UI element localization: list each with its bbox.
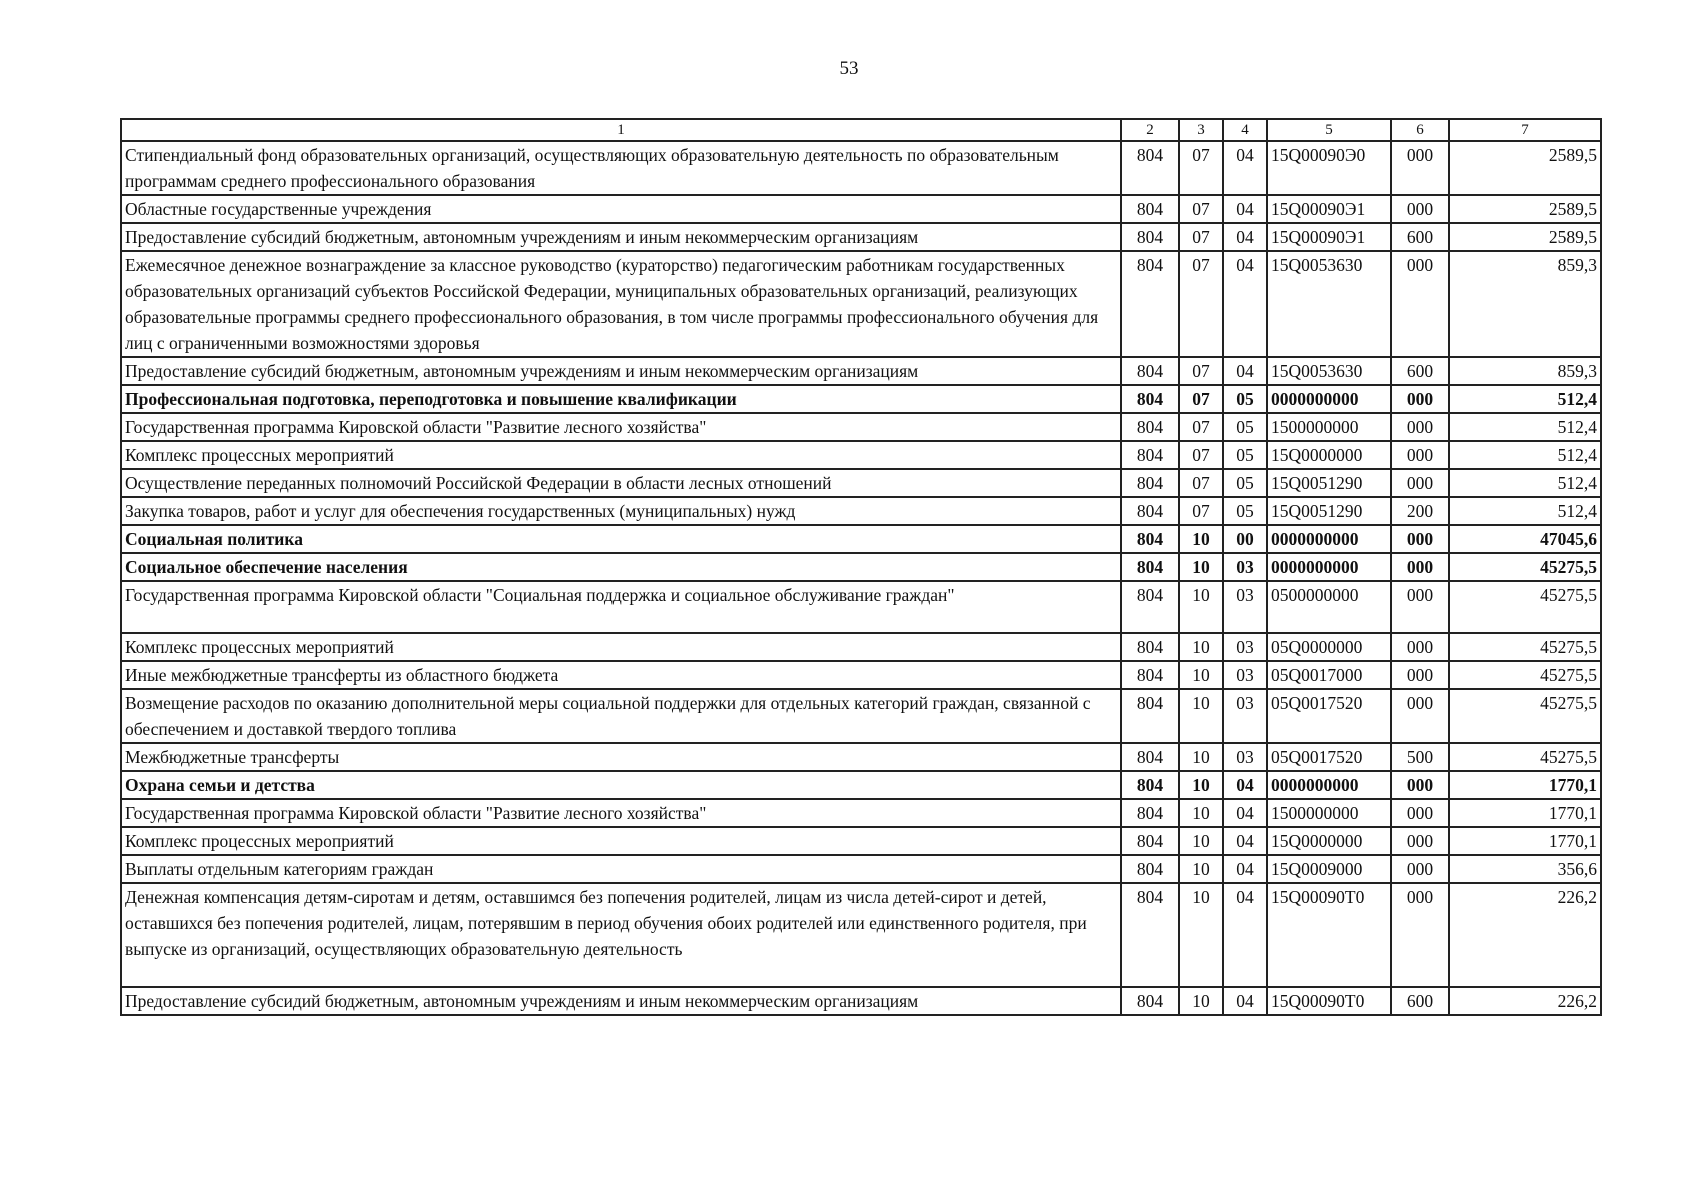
amount-cell: 45275,5	[1449, 553, 1601, 581]
section-code-cell: 10	[1179, 581, 1223, 633]
expense-type-cell: 000	[1391, 441, 1449, 469]
section-code-cell: 07	[1179, 385, 1223, 413]
target-article-cell: 15Q00090T0	[1267, 987, 1391, 1015]
ministry-code-cell: 804	[1121, 441, 1179, 469]
ministry-code-cell: 804	[1121, 883, 1179, 987]
target-article-cell: 15Q00090T0	[1267, 883, 1391, 987]
row-name-cell: Возмещение расходов по оказанию дополнительной меры социальной поддержки для отдельных категорий граждан, связанной с обеспечением и доставкой твердого топлива	[121, 689, 1121, 743]
ministry-code-cell: 804	[1121, 633, 1179, 661]
ministry-code-cell: 804	[1121, 251, 1179, 357]
row-name-cell: Профессиональная подготовка, переподготовка и повышение квалификации	[121, 385, 1121, 413]
table-row	[121, 413, 1601, 441]
row-name-cell: Социальная политика	[121, 525, 1121, 553]
subsection-code-cell: 04	[1223, 357, 1267, 385]
column-header: 2	[1121, 119, 1179, 141]
table-row	[121, 385, 1601, 413]
subsection-code-cell: 03	[1223, 581, 1267, 633]
ministry-code-cell: 804	[1121, 799, 1179, 827]
target-article-cell: 1500000000	[1267, 799, 1391, 827]
amount-cell: 859,3	[1449, 357, 1601, 385]
ministry-code-cell: 804	[1121, 223, 1179, 251]
target-article-cell: 1500000000	[1267, 413, 1391, 441]
subsection-code-cell: 05	[1223, 469, 1267, 497]
section-code-cell: 10	[1179, 799, 1223, 827]
table-row	[121, 251, 1601, 357]
section-code-cell: 10	[1179, 661, 1223, 689]
expense-type-cell: 000	[1391, 141, 1449, 195]
row-name-cell: Выплаты отдельным категориям граждан	[121, 855, 1121, 883]
column-header: 4	[1223, 119, 1267, 141]
subsection-code-cell: 04	[1223, 827, 1267, 855]
target-article-cell: 15Q00090Э0	[1267, 141, 1391, 195]
row-name-cell: Комплекс процессных мероприятий	[121, 827, 1121, 855]
table-row	[121, 799, 1601, 827]
table-row	[121, 581, 1601, 633]
ministry-code-cell: 804	[1121, 987, 1179, 1015]
expense-type-cell: 000	[1391, 661, 1449, 689]
ministry-code-cell: 804	[1121, 771, 1179, 799]
row-name-cell: Денежная компенсация детям-сиротам и детям, оставшимся без попечения родителей, лицам из числа детей-сирот и детей, оставшихся без попечения родителей, лицам, потерявшим в период обучения обоих родителей или единственного родителя, при выпуске из организаций, осуществляющих образовательную деятельность	[121, 883, 1121, 987]
amount-cell: 512,4	[1449, 469, 1601, 497]
section-code-cell: 10	[1179, 743, 1223, 771]
target-article-cell: 05Q0017000	[1267, 661, 1391, 689]
table-row	[121, 357, 1601, 385]
section-code-cell: 10	[1179, 525, 1223, 553]
subsection-code-cell: 05	[1223, 413, 1267, 441]
section-code-cell: 10	[1179, 827, 1223, 855]
amount-cell: 1770,1	[1449, 827, 1601, 855]
target-article-cell: 15Q0053630	[1267, 357, 1391, 385]
subsection-code-cell: 04	[1223, 799, 1267, 827]
section-code-cell: 07	[1179, 357, 1223, 385]
subsection-code-cell: 04	[1223, 987, 1267, 1015]
expense-type-cell: 000	[1391, 251, 1449, 357]
section-code-cell: 10	[1179, 633, 1223, 661]
table-row	[121, 195, 1601, 223]
row-name-cell: Социальное обеспечение населения	[121, 553, 1121, 581]
section-code-cell: 07	[1179, 497, 1223, 525]
subsection-code-cell: 04	[1223, 141, 1267, 195]
section-code-cell: 07	[1179, 223, 1223, 251]
table-row	[121, 141, 1601, 195]
table-row	[121, 553, 1601, 581]
table-row	[121, 525, 1601, 553]
expense-type-cell: 000	[1391, 771, 1449, 799]
expense-type-cell: 000	[1391, 195, 1449, 223]
expense-type-cell: 000	[1391, 855, 1449, 883]
amount-cell: 226,2	[1449, 987, 1601, 1015]
section-code-cell: 10	[1179, 553, 1223, 581]
target-article-cell: 05Q0017520	[1267, 743, 1391, 771]
table-row	[121, 743, 1601, 771]
table-row	[121, 771, 1601, 799]
ministry-code-cell: 804	[1121, 357, 1179, 385]
target-article-cell: 15Q0051290	[1267, 497, 1391, 525]
target-article-cell: 15Q0000000	[1267, 441, 1391, 469]
target-article-cell: 15Q0000000	[1267, 827, 1391, 855]
ministry-code-cell: 804	[1121, 581, 1179, 633]
subsection-code-cell: 00	[1223, 525, 1267, 553]
expense-type-cell: 000	[1391, 633, 1449, 661]
row-name-cell: Предоставление субсидий бюджетным, автономным учреждениям и иным некоммерческим организациям	[121, 357, 1121, 385]
row-name-cell: Предоставление субсидий бюджетным, автономным учреждениям и иным некоммерческим организациям	[121, 223, 1121, 251]
expense-type-cell: 000	[1391, 525, 1449, 553]
section-code-cell: 07	[1179, 469, 1223, 497]
amount-cell: 45275,5	[1449, 689, 1601, 743]
table-row	[121, 987, 1601, 1015]
row-name-cell: Областные государственные учреждения	[121, 195, 1121, 223]
expense-type-cell: 600	[1391, 357, 1449, 385]
table-row	[121, 689, 1601, 743]
table-row	[121, 223, 1601, 251]
row-name-cell: Предоставление субсидий бюджетным, автономным учреждениям и иным некоммерческим организациям	[121, 987, 1121, 1015]
amount-cell: 47045,6	[1449, 525, 1601, 553]
column-header: 3	[1179, 119, 1223, 141]
expense-type-cell: 000	[1391, 883, 1449, 987]
row-name-cell: Межбюджетные трансферты	[121, 743, 1121, 771]
target-article-cell: 0000000000	[1267, 553, 1391, 581]
table-row	[121, 827, 1601, 855]
table-row	[121, 633, 1601, 661]
subsection-code-cell: 03	[1223, 743, 1267, 771]
target-article-cell: 15Q0009000	[1267, 855, 1391, 883]
target-article-cell: 0500000000	[1267, 581, 1391, 633]
row-name-cell: Государственная программа Кировской области "Развитие лесного хозяйства"	[121, 799, 1121, 827]
target-article-cell: 15Q0053630	[1267, 251, 1391, 357]
expense-type-cell: 000	[1391, 469, 1449, 497]
amount-cell: 2589,5	[1449, 223, 1601, 251]
section-code-cell: 10	[1179, 987, 1223, 1015]
subsection-code-cell: 03	[1223, 633, 1267, 661]
subsection-code-cell: 04	[1223, 855, 1267, 883]
expense-type-cell: 600	[1391, 987, 1449, 1015]
subsection-code-cell: 05	[1223, 441, 1267, 469]
row-name-cell: Государственная программа Кировской области "Социальная поддержка и социальное обслуживание граждан"	[121, 581, 1121, 633]
section-code-cell: 10	[1179, 771, 1223, 799]
table-header-row	[121, 119, 1601, 141]
row-name-cell: Государственная программа Кировской области "Развитие лесного хозяйства"	[121, 413, 1121, 441]
amount-cell: 512,4	[1449, 497, 1601, 525]
amount-cell: 356,6	[1449, 855, 1601, 883]
subsection-code-cell: 05	[1223, 497, 1267, 525]
section-code-cell: 07	[1179, 141, 1223, 195]
target-article-cell: 15Q00090Э1	[1267, 195, 1391, 223]
amount-cell: 45275,5	[1449, 661, 1601, 689]
expense-type-cell: 000	[1391, 413, 1449, 441]
amount-cell: 859,3	[1449, 251, 1601, 357]
subsection-code-cell: 04	[1223, 195, 1267, 223]
section-code-cell: 07	[1179, 251, 1223, 357]
amount-cell: 226,2	[1449, 883, 1601, 987]
target-article-cell: 15Q00090Э1	[1267, 223, 1391, 251]
row-name-cell: Охрана семьи и детства	[121, 771, 1121, 799]
subsection-code-cell: 05	[1223, 385, 1267, 413]
ministry-code-cell: 804	[1121, 525, 1179, 553]
amount-cell: 45275,5	[1449, 743, 1601, 771]
amount-cell: 512,4	[1449, 441, 1601, 469]
ministry-code-cell: 804	[1121, 141, 1179, 195]
expense-type-cell: 000	[1391, 385, 1449, 413]
expense-type-cell: 200	[1391, 497, 1449, 525]
row-name-cell: Ежемесячное денежное вознаграждение за классное руководство (кураторство) педагогическим работникам государственных образовательных организаций субъектов Российской Федерации, муниципальных образовательных организаций, реализующих образовательные программы среднего профессионального образования, в том числе программы профессионального обучения для лиц с ограниченными возможностями здоровья	[121, 251, 1121, 357]
subsection-code-cell: 03	[1223, 553, 1267, 581]
row-name-cell: Иные межбюджетные трансферты из областного бюджета	[121, 661, 1121, 689]
table-row	[121, 855, 1601, 883]
expense-type-cell: 600	[1391, 223, 1449, 251]
expense-type-cell: 000	[1391, 827, 1449, 855]
table-row	[121, 661, 1601, 689]
amount-cell: 45275,5	[1449, 581, 1601, 633]
column-header: 6	[1391, 119, 1449, 141]
row-name-cell: Стипендиальный фонд образовательных организаций, осуществляющих образовательную деятельность по образовательным программам среднего профессионального образования	[121, 141, 1121, 195]
table-row	[121, 441, 1601, 469]
target-article-cell: 0000000000	[1267, 771, 1391, 799]
section-code-cell: 07	[1179, 441, 1223, 469]
target-article-cell: 05Q0000000	[1267, 633, 1391, 661]
budget-table	[120, 118, 1602, 1016]
subsection-code-cell: 03	[1223, 661, 1267, 689]
ministry-code-cell: 804	[1121, 195, 1179, 223]
target-article-cell: 0000000000	[1267, 525, 1391, 553]
column-header: 1	[121, 119, 1121, 141]
amount-cell: 1770,1	[1449, 771, 1601, 799]
subsection-code-cell: 04	[1223, 771, 1267, 799]
table-row	[121, 469, 1601, 497]
table-row	[121, 883, 1601, 987]
row-name-cell: Комплекс процессных мероприятий	[121, 441, 1121, 469]
section-code-cell: 07	[1179, 195, 1223, 223]
section-code-cell: 10	[1179, 855, 1223, 883]
amount-cell: 512,4	[1449, 385, 1601, 413]
ministry-code-cell: 804	[1121, 497, 1179, 525]
row-name-cell: Осуществление переданных полномочий Российской Федерации в области лесных отношений	[121, 469, 1121, 497]
amount-cell: 2589,5	[1449, 141, 1601, 195]
column-header: 5	[1267, 119, 1391, 141]
amount-cell: 1770,1	[1449, 799, 1601, 827]
amount-cell: 2589,5	[1449, 195, 1601, 223]
ministry-code-cell: 804	[1121, 855, 1179, 883]
subsection-code-cell: 04	[1223, 223, 1267, 251]
section-code-cell: 10	[1179, 883, 1223, 987]
amount-cell: 512,4	[1449, 413, 1601, 441]
page-number: 53	[839, 58, 859, 79]
ministry-code-cell: 804	[1121, 385, 1179, 413]
row-name-cell: Закупка товаров, работ и услуг для обеспечения государственных (муниципальных) нужд	[121, 497, 1121, 525]
row-name-cell: Комплекс процессных мероприятий	[121, 633, 1121, 661]
target-article-cell: 15Q0051290	[1267, 469, 1391, 497]
expense-type-cell: 000	[1391, 581, 1449, 633]
table-body	[121, 141, 1601, 1015]
ministry-code-cell: 804	[1121, 469, 1179, 497]
ministry-code-cell: 804	[1121, 689, 1179, 743]
section-code-cell: 07	[1179, 413, 1223, 441]
ministry-code-cell: 804	[1121, 827, 1179, 855]
subsection-code-cell: 03	[1223, 689, 1267, 743]
column-header: 7	[1449, 119, 1601, 141]
ministry-code-cell: 804	[1121, 553, 1179, 581]
ministry-code-cell: 804	[1121, 413, 1179, 441]
table-row	[121, 497, 1601, 525]
subsection-code-cell: 04	[1223, 251, 1267, 357]
expense-type-cell: 500	[1391, 743, 1449, 771]
expense-type-cell: 000	[1391, 689, 1449, 743]
expense-type-cell: 000	[1391, 799, 1449, 827]
amount-cell: 45275,5	[1449, 633, 1601, 661]
target-article-cell: 0000000000	[1267, 385, 1391, 413]
ministry-code-cell: 804	[1121, 743, 1179, 771]
section-code-cell: 10	[1179, 689, 1223, 743]
subsection-code-cell: 04	[1223, 883, 1267, 987]
target-article-cell: 05Q0017520	[1267, 689, 1391, 743]
ministry-code-cell: 804	[1121, 661, 1179, 689]
expense-type-cell: 000	[1391, 553, 1449, 581]
